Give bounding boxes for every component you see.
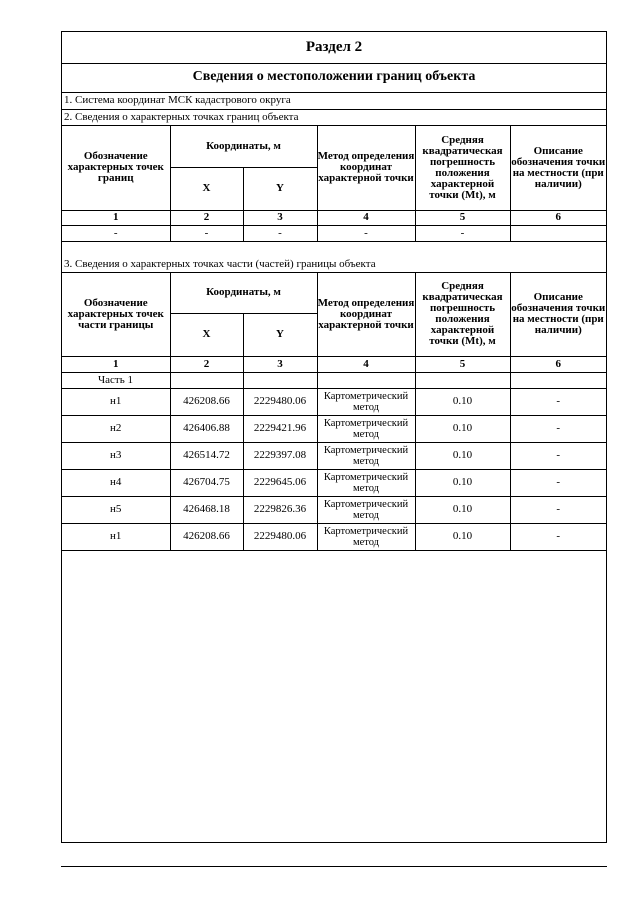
description-cell: - bbox=[510, 442, 606, 469]
column-number: 3 bbox=[243, 210, 317, 225]
table-row bbox=[62, 442, 606, 469]
column-number: 6 bbox=[510, 356, 606, 372]
description-cell: - bbox=[510, 469, 606, 496]
table-row bbox=[62, 388, 606, 415]
y-cell: 2229826.36 bbox=[243, 496, 317, 523]
table-row bbox=[62, 523, 606, 550]
description-cell: - bbox=[510, 415, 606, 442]
table-cell bbox=[415, 372, 510, 388]
header-x: X bbox=[170, 167, 243, 210]
method-cell: Картометрический метод bbox=[317, 469, 415, 496]
accuracy-cell: 0.10 bbox=[415, 442, 510, 469]
table-row bbox=[62, 225, 606, 241]
header-coordinates: Координаты, м bbox=[170, 273, 317, 313]
column-number: 6 bbox=[510, 210, 606, 225]
part-boundary-points-heading: 3. Сведения о характерных точках части (частей) границы объекта bbox=[62, 257, 606, 273]
method-cell: Картометрический метод bbox=[317, 388, 415, 415]
table-cell bbox=[317, 372, 415, 388]
header-y: Y bbox=[243, 167, 317, 210]
table-cell: - bbox=[62, 225, 170, 241]
header-description: Описание обозначения точки на местности (при наличии) bbox=[510, 273, 606, 356]
description-cell: - bbox=[510, 496, 606, 523]
part-label: Часть 1 bbox=[62, 372, 170, 388]
table-row bbox=[62, 496, 606, 523]
method-cell: Картометрический метод bbox=[317, 415, 415, 442]
column-number: 4 bbox=[317, 210, 415, 225]
part-boundary-points-table bbox=[62, 273, 606, 551]
x-cell: 426208.66 bbox=[170, 523, 243, 550]
column-number: 4 bbox=[317, 356, 415, 372]
y-cell: 2229397.08 bbox=[243, 442, 317, 469]
table-cell: - bbox=[317, 225, 415, 241]
column-number: 3 bbox=[243, 356, 317, 372]
description-cell: - bbox=[510, 523, 606, 550]
x-cell: 426704.75 bbox=[170, 469, 243, 496]
table-row bbox=[62, 469, 606, 496]
footer-divider bbox=[61, 866, 607, 867]
accuracy-cell: 0.10 bbox=[415, 388, 510, 415]
header-method: Метод определения координат характерной точки bbox=[317, 273, 415, 356]
section-title: Раздел 2 bbox=[62, 32, 606, 64]
column-number-row bbox=[62, 210, 606, 225]
table-row bbox=[62, 415, 606, 442]
x-cell: 426406.88 bbox=[170, 415, 243, 442]
table-cell bbox=[243, 372, 317, 388]
header-accuracy: Средняя квадратическая погрешность положения характерной точки (Mt), м bbox=[415, 273, 510, 356]
x-cell: 426514.72 bbox=[170, 442, 243, 469]
method-cell: Картометрический метод bbox=[317, 523, 415, 550]
table-cell bbox=[170, 372, 243, 388]
method-cell: Картометрический метод bbox=[317, 442, 415, 469]
y-cell: 2229421.96 bbox=[243, 415, 317, 442]
document-title: Сведения о местоположении границ объекта bbox=[62, 63, 606, 93]
column-number: 2 bbox=[170, 210, 243, 225]
header-accuracy: Средняя квадратическая погрешность положения характерной точки (Mt), м bbox=[415, 126, 510, 210]
accuracy-cell: 0.10 bbox=[415, 469, 510, 496]
table-cell bbox=[510, 225, 606, 241]
point-cell: н1 bbox=[62, 523, 170, 550]
boundary-points-table bbox=[62, 126, 606, 242]
header-method: Метод определения координат характерной точки bbox=[317, 126, 415, 210]
header-description: Описание обозначения точки на местности (при наличии) bbox=[510, 126, 606, 210]
header-y: Y bbox=[243, 313, 317, 356]
point-cell: н1 bbox=[62, 388, 170, 415]
y-cell: 2229480.06 bbox=[243, 388, 317, 415]
table-cell: - bbox=[170, 225, 243, 241]
point-cell: н3 bbox=[62, 442, 170, 469]
accuracy-cell: 0.10 bbox=[415, 415, 510, 442]
boundary-points-heading: 2. Сведения о характерных точках границ объекта bbox=[62, 110, 606, 126]
header-designation: Обозначение характерных точек части границы bbox=[62, 273, 170, 356]
y-cell: 2229480.06 bbox=[243, 523, 317, 550]
header-designation: Обозначение характерных точек границ bbox=[62, 126, 170, 210]
part-row bbox=[62, 372, 606, 388]
column-number: 1 bbox=[62, 210, 170, 225]
document-frame bbox=[61, 31, 607, 843]
point-cell: н5 bbox=[62, 496, 170, 523]
coordinate-system-line: 1. Система координат МСК кадастрового округа bbox=[62, 92, 606, 110]
header-coordinates: Координаты, м bbox=[170, 126, 317, 167]
table-cell bbox=[510, 372, 606, 388]
y-cell: 2229645.06 bbox=[243, 469, 317, 496]
point-cell: н2 bbox=[62, 415, 170, 442]
column-number: 1 bbox=[62, 356, 170, 372]
column-number: 5 bbox=[415, 210, 510, 225]
column-number: 2 bbox=[170, 356, 243, 372]
column-number: 5 bbox=[415, 356, 510, 372]
x-cell: 426208.66 bbox=[170, 388, 243, 415]
point-cell: н4 bbox=[62, 469, 170, 496]
table-cell: - bbox=[415, 225, 510, 241]
accuracy-cell: 0.10 bbox=[415, 496, 510, 523]
accuracy-cell: 0.10 bbox=[415, 523, 510, 550]
description-cell: - bbox=[510, 388, 606, 415]
table-cell: - bbox=[243, 225, 317, 241]
header-x: X bbox=[170, 313, 243, 356]
column-number-row bbox=[62, 356, 606, 372]
x-cell: 426468.18 bbox=[170, 496, 243, 523]
method-cell: Картометрический метод bbox=[317, 496, 415, 523]
